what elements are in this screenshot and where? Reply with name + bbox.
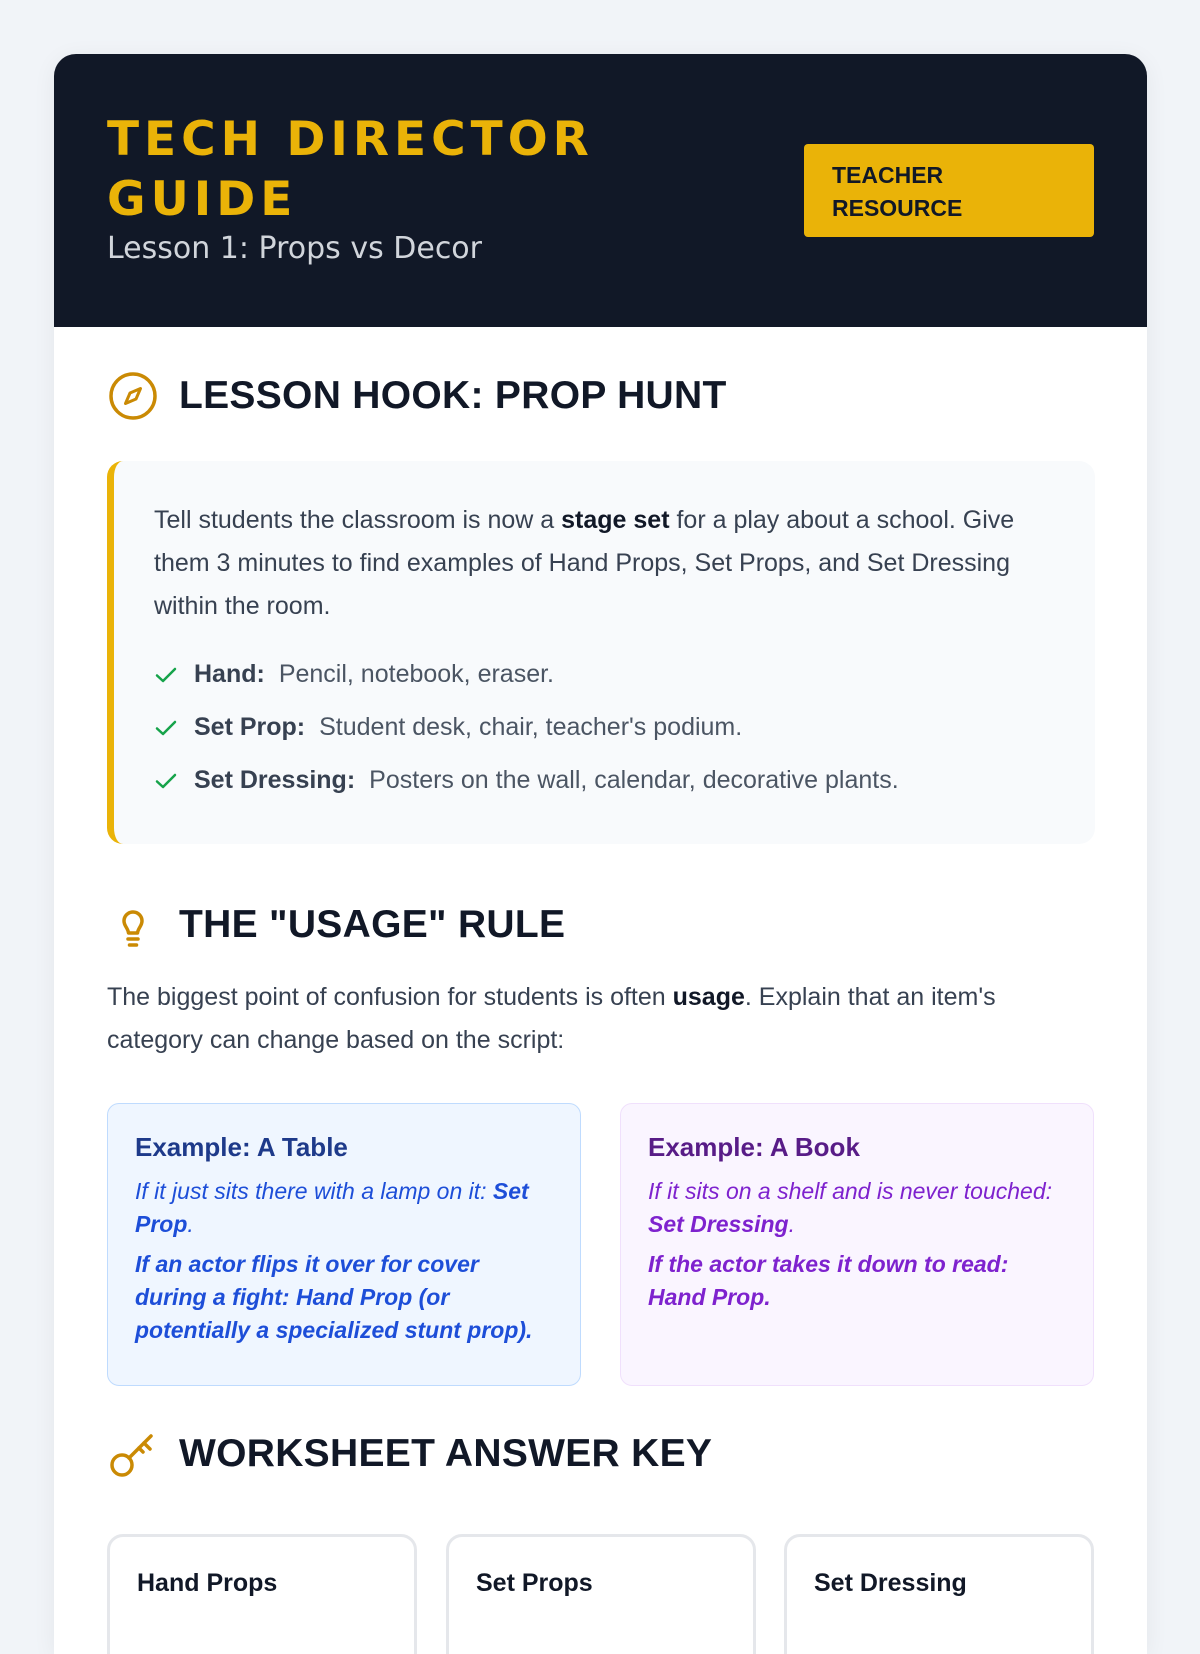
answer-card-title: Set Props bbox=[476, 1569, 593, 1597]
example-title: Example: A Table bbox=[135, 1132, 348, 1162]
example-line: If an actor flips it over for cover during a fight: Hand Prop (or potentially a specialized stunt prop). bbox=[135, 1251, 533, 1343]
guide-card bbox=[54, 54, 1147, 1654]
list-item: Set Prop: Student desk, chair, teacher's podium. bbox=[154, 701, 1055, 754]
answer-key-heading: WORKSHEET ANSWER KEY bbox=[179, 1432, 713, 1475]
answer-card-set-dressing bbox=[784, 1534, 1094, 1654]
hook-examples-list bbox=[154, 648, 1055, 807]
checkmark-icon bbox=[154, 769, 178, 793]
teacher-resource-badge: TEACHER RESOURCE bbox=[804, 144, 1094, 237]
example-line: If it sits on a shelf and is never touched: Set Dressing. bbox=[648, 1178, 1053, 1237]
checkmark-icon bbox=[154, 663, 178, 687]
usage-heading: THE "USAGE" RULE bbox=[179, 903, 566, 946]
hook-intro: Tell students the classroom is now a stage set for a play about a school. Give them 3 minutes to find examples of Hand Props, Set Props, and Set Dressing within the room. bbox=[154, 506, 1015, 620]
answer-card-title: Set Dressing bbox=[814, 1569, 967, 1597]
usage-section-header bbox=[107, 899, 565, 951]
hook-callout bbox=[107, 461, 1095, 844]
answer-key-section-header bbox=[107, 1428, 712, 1480]
compass-icon bbox=[107, 370, 159, 422]
usage-intro: The biggest point of confusion for students is often usage. Explain that an item's category can change based on the script: bbox=[107, 983, 996, 1054]
book-example-card bbox=[620, 1103, 1094, 1386]
key-icon bbox=[107, 1428, 159, 1480]
checkmark-icon bbox=[154, 716, 178, 740]
lightbulb-icon bbox=[107, 899, 159, 951]
page-title: TECH DIRECTOR GUIDE bbox=[107, 112, 594, 227]
hook-heading: LESSON HOOK: PROP HUNT bbox=[179, 374, 727, 417]
answer-card-title: Hand Props bbox=[137, 1569, 278, 1597]
page-header bbox=[54, 54, 1147, 327]
example-line: If it just sits there with a lamp on it: Set Prop. bbox=[135, 1178, 529, 1237]
list-item: Hand: Pencil, notebook, eraser. bbox=[154, 648, 1055, 701]
page-subtitle: Lesson 1: Props vs Decor bbox=[107, 231, 482, 266]
example-title: Example: A Book bbox=[648, 1132, 860, 1162]
hook-section-header bbox=[107, 370, 727, 422]
answer-card-set-props bbox=[446, 1534, 756, 1654]
example-line: If the actor takes it down to read: Hand Prop. bbox=[648, 1251, 1009, 1310]
list-item: Set Dressing: Posters on the wall, calendar, decorative plants. bbox=[154, 754, 1055, 807]
table-example-card bbox=[107, 1103, 581, 1386]
answer-card-hand-props bbox=[107, 1534, 417, 1654]
